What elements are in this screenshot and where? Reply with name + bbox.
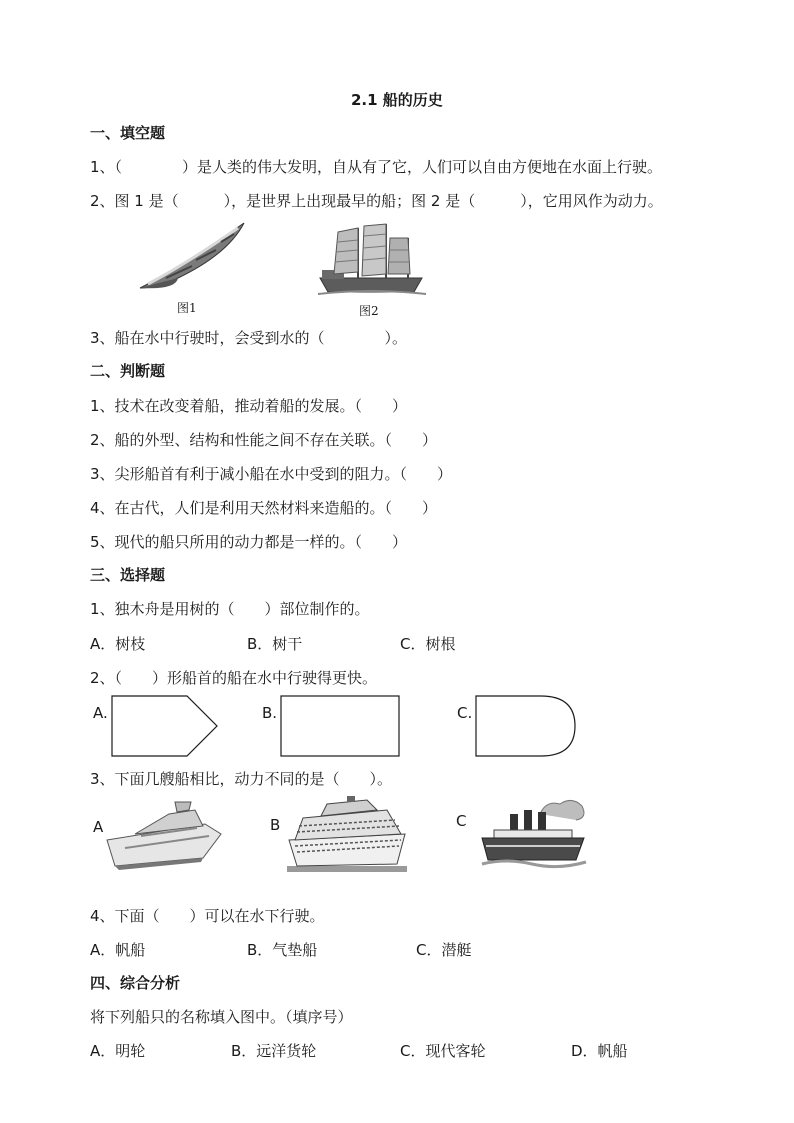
choice-question-2: 2、（ ）形船首的船在水中行驶得更快。: [90, 669, 378, 687]
ship-option-label: C: [456, 812, 467, 830]
choice-option: B．气垫船: [247, 941, 318, 959]
figure-1-caption: 图1: [177, 301, 197, 315]
tf-item: 1、技术在改变着船，推动着船的发展。（ ）: [90, 397, 408, 415]
choice-question-4: 4、下面（ ）可以在水下行驶。: [90, 907, 325, 925]
steamship-image: [480, 796, 588, 870]
section-heading-true-false: 二、判断题: [90, 362, 166, 380]
choice-question-3: 3、下面几艘船相比，动力不同的是（ ）。: [90, 770, 393, 788]
question-1-2: 2、图 1 是（ ），是世界上出现最早的船；图 2 是（ ），它用风作为动力。: [90, 192, 663, 210]
flat-bow-shape: [280, 695, 401, 757]
question-1-1: 1、（ ）是人类的伟大发明，自从有了它，人们可以自由方便地在水面上行驶。: [90, 158, 663, 176]
section-heading-multiple-choice: 三、选择题: [90, 566, 166, 584]
choice-option: A．帆船: [90, 941, 146, 959]
analysis-option: A．明轮: [90, 1042, 146, 1060]
tf-item: 3、尖形船首有利于减小船在水中受到的阻力。（ ）: [90, 465, 453, 483]
analysis-option: B．远洋货轮: [231, 1042, 317, 1060]
tf-item: 4、在古代，人们是利用天然材料来造船的。（ ）: [90, 499, 438, 517]
analysis-option: C．现代客轮: [400, 1042, 486, 1060]
pointed-bow-shape: [111, 695, 219, 757]
canoe-image: [136, 220, 248, 294]
bow-option-label: C.: [457, 704, 473, 722]
choice-option: C．树根: [400, 635, 456, 653]
tf-item: 5、现代的船只所用的动力都是一样的。（ ）: [90, 533, 408, 551]
bow-option-label: A.: [93, 704, 108, 722]
choice-option: A．树枝: [90, 635, 146, 653]
figure-2-caption: 图2: [359, 304, 379, 318]
yacht-image: [105, 800, 223, 870]
section-heading-fill-blank: 一、填空题: [90, 124, 166, 142]
bow-option-label: B.: [262, 704, 278, 722]
choice-question-1: 1、独木舟是用树的（ ）部位制作的。: [90, 600, 370, 618]
sailboat-image: [318, 222, 426, 298]
ship-option-label: A: [93, 818, 104, 836]
question-1-3: 3、船在水中行驶时，会受到水的（ ）。: [90, 329, 408, 347]
choice-option: B．树干: [247, 635, 303, 653]
tf-item: 2、船的外型、结构和性能之间不存在关联。（ ）: [90, 431, 438, 449]
analysis-instruction: 将下列船只的名称填入图中。（填序号）: [90, 1008, 353, 1026]
cruise-ship-image: [287, 796, 407, 872]
section-heading-analysis: 四、综合分析: [90, 974, 181, 992]
choice-option: C．潜艇: [416, 941, 472, 959]
round-bow-shape: [475, 695, 577, 757]
analysis-option: D．帆船: [571, 1042, 628, 1060]
page-title: 2.1 船的历史: [351, 91, 443, 109]
ship-option-label: B: [270, 816, 281, 834]
